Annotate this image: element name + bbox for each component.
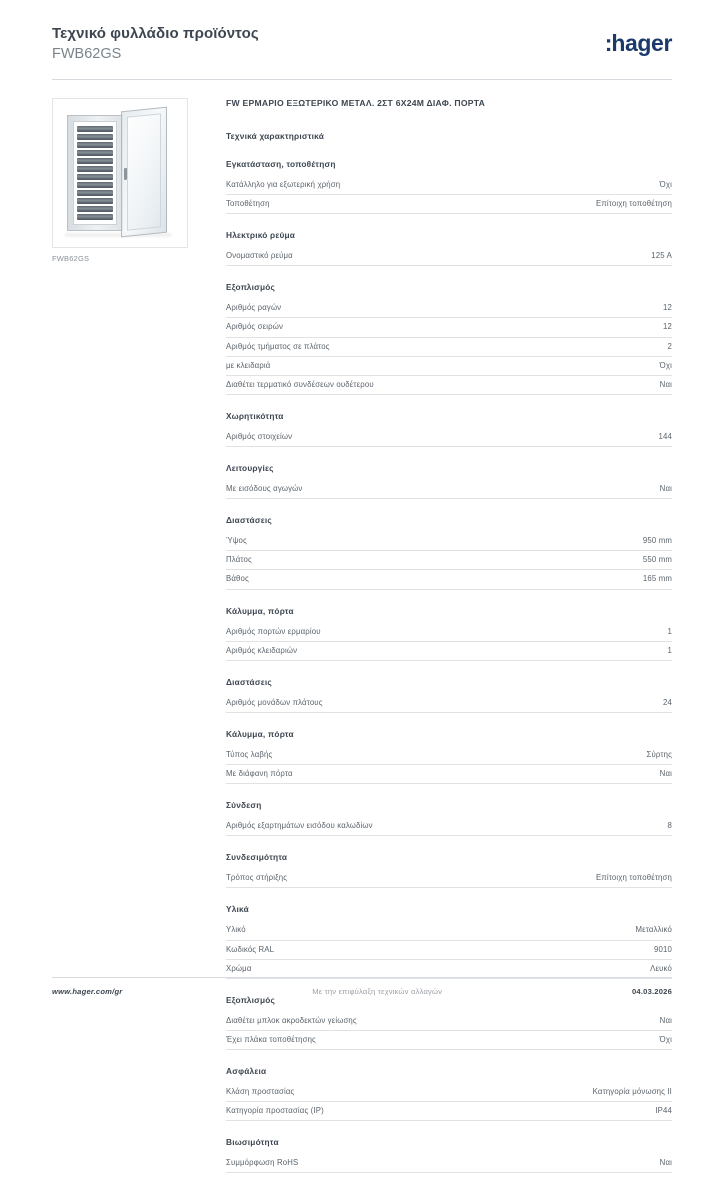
spec-value: 12 [663,322,672,332]
spec-group-title: Διαστάσεις [226,676,272,687]
page-content [0,80,724,1189]
spec-row [226,428,672,447]
spec-group-title: Χωρητικότητα [226,410,284,421]
spec-row [226,338,672,357]
spec-value: Επίτοιχη τοποθέτηση [596,873,672,883]
rail [77,150,113,156]
spec-value: 24 [663,697,672,707]
footer-divider [52,977,672,978]
spec-value: 8 [667,821,672,831]
spec-label: Κατάλληλο για εξωτερική χρήση [226,179,341,189]
spec-label: Αριθμός σειρών [226,322,283,332]
spec-value: Όχι [659,1034,672,1044]
spec-label: Ύψος [226,536,247,546]
product-image [52,98,188,248]
rail [77,214,113,220]
spec-label: Αριθμός πορτών ερμαρίου [226,626,321,636]
logo-colon: : [604,30,611,56]
spec-label: Κωδικός RAL [226,944,275,954]
spec-row [226,195,672,214]
spec-value: 950 mm [642,536,672,546]
spec-group-title: Κάλυμμα, πόρτα [226,605,294,616]
spec-group [226,282,672,395]
spec-value: Ναι [659,484,672,494]
spec-row [226,570,672,589]
door-glass [127,113,161,231]
spec-label: Ονομαστικό ρεύμα [226,251,293,261]
spec-label: Αριθμός εξαρτημάτων εισόδου καλωδίων [226,821,373,831]
spec-row [226,642,672,661]
hager-logo [605,24,672,57]
spec-row [226,480,672,499]
spec-value: Επίτοιχη τοποθέτηση [596,199,672,209]
rail [77,198,113,204]
spec-group-title: Σύνδεση [226,800,262,811]
spec-row [226,921,672,940]
spec-group-title: Ηλεκτρικό ρεύμα [226,230,296,241]
spec-value: 9010 [654,944,672,954]
spec-label: Τοποθέτηση [226,199,270,209]
spec-row [226,1102,672,1121]
page-footer [52,977,672,996]
spec-row [226,941,672,960]
spec-group [226,852,672,888]
product-name: FW ΕΡΜΑΡΙΟ ΕΞΩΤΕΡΙΚΟ ΜΕΤΑΛ. 2ΣΤ 6Χ24Μ ΔΙΑΦ. ΠΟΡΤΑ [226,97,486,108]
spec-value: 1 [667,645,672,655]
spec-label: Τύπος λαβής [226,749,273,759]
spec-value: Όχι [659,179,672,189]
spec-row [226,1012,672,1031]
spec-label: Πλάτος [226,555,252,565]
spec-group-title: Λειτουργίες [226,463,274,474]
spec-group [226,995,672,1050]
spec-value: IP44 [655,1106,672,1116]
rail [77,174,113,180]
spec-label: Αριθμός κλειδαριών [226,645,298,655]
spec-group-title: Υλικά [226,904,249,915]
spec-value: Ναι [659,1158,672,1168]
footer-date: 04.03.2026 [631,987,672,996]
spec-group [226,606,672,661]
spec-value: Μεταλλικό [635,925,672,935]
product-image-column [52,98,188,263]
rail [77,142,113,148]
rail [77,126,113,132]
page-title: Τεχνικό φυλλάδιο προϊόντος [52,25,259,42]
header-title-block [52,24,259,65]
rail [77,182,113,188]
spec-group-title: Εγκατάσταση, τοποθέτηση [226,158,336,169]
spec-label: Με διάφανη πόρτα [226,769,293,779]
spec-row [226,376,672,395]
spec-row [226,357,672,376]
spec-label: Αριθμός στοιχείων [226,431,293,441]
footer-content [52,987,672,996]
spec-sections [226,159,672,1174]
spec-value: Όχι [659,360,672,370]
rail [77,190,113,196]
spec-group-title: Ασφάλεια [226,1066,267,1077]
rail [77,206,113,212]
cabinet-rails [73,121,117,225]
page-header [0,0,724,65]
spec-row [226,960,672,979]
product-code-subtitle: FWB62GS [52,46,122,63]
spec-value: 2 [667,341,672,351]
spec-row [226,299,672,318]
logo-text: hager [611,30,672,56]
spec-row [226,623,672,642]
spec-row [226,869,672,888]
door-handle [124,168,127,180]
spec-group [226,515,672,589]
spec-value: Σύρτης [646,749,672,759]
spec-label: Διαθέτει τερματικό συνδέσεων ουδέτερου [226,379,374,389]
spec-group [226,904,672,978]
spec-group [226,159,672,214]
spec-row [226,532,672,551]
spec-label: Συμμόρφωση RoHS [226,1158,299,1168]
spec-group [226,411,672,447]
spec-label: Αριθμός μονάδων πλάτους [226,697,323,707]
spec-value: Ναι [659,769,672,779]
spec-label: Διαθέτει μπλοκ ακροδεκτών γείωσης [226,1015,357,1025]
cabinet-door-illustration [121,106,167,237]
spec-value: Ναι [659,1015,672,1025]
spec-row [226,1031,672,1050]
spec-group [226,800,672,836]
specifications-column [188,98,672,1189]
spec-label: Με εισόδους αγωγών [226,484,303,494]
footer-website-link[interactable]: www.hager.com/gr [52,987,123,996]
spec-row [226,817,672,836]
spec-row [226,176,672,195]
spec-value: 12 [663,303,672,313]
spec-group-title: Εξοπλισμός [226,282,276,293]
spec-group-title: Βιωσιμότητα [226,1137,279,1148]
footer-disclaimer: Με την επιφύλαξη τεχνικών αλλαγών [312,987,443,996]
spec-label: Αριθμός ραγών [226,303,282,313]
rail [77,134,113,140]
spec-group [226,463,672,499]
spec-row [226,551,672,570]
image-caption: FWB62GS [52,253,90,263]
spec-value: Λευκό [650,963,672,973]
spec-row [226,1154,672,1173]
rail [77,158,113,164]
spec-row [226,765,672,784]
spec-value: 550 mm [642,555,672,565]
spec-value: 125 A [651,251,672,261]
spec-group-title: Διαστάσεις [226,515,272,526]
spec-label: Κατηγορία προστασίας (IP) [226,1106,324,1116]
spec-value: Ναι [659,379,672,389]
spec-group [226,729,672,784]
spec-value: 1 [667,626,672,636]
spec-group [226,230,672,266]
spec-value: Κατηγορία μόνωσης II [592,1087,672,1097]
spec-label: Έχει πλάκα τοποθέτησης [226,1034,316,1044]
spec-label: Κλάση προστασίας [226,1087,295,1097]
spec-label: Βάθος [226,574,249,584]
spec-label: Υλικό [226,925,246,935]
spec-group-title: Εξοπλισμός [226,994,276,1005]
cabinet-body-illustration [67,115,123,231]
spec-row [226,247,672,266]
spec-row [226,694,672,713]
spec-label: Αριθμός τμήματος σε πλάτος [226,341,330,351]
spec-value: 165 mm [642,574,672,584]
spec-label: Τρόπος στήριξης [226,873,288,883]
spec-group-title: Κάλυμμα, πόρτα [226,728,294,739]
characteristics-heading: Τεχνικά χαρακτηριστικά [226,130,325,141]
spec-label: Χρώμα [226,963,252,973]
spec-group [226,1137,672,1173]
spec-label: με κλειδαριά [226,360,271,370]
spec-row [226,746,672,765]
spec-value: 144 [658,431,672,441]
spec-group [226,1066,672,1121]
spec-group-title: Συνδεσιμότητα [226,852,288,863]
rail [77,166,113,172]
spec-row [226,1083,672,1102]
spec-row [226,318,672,337]
spec-group [226,677,672,713]
